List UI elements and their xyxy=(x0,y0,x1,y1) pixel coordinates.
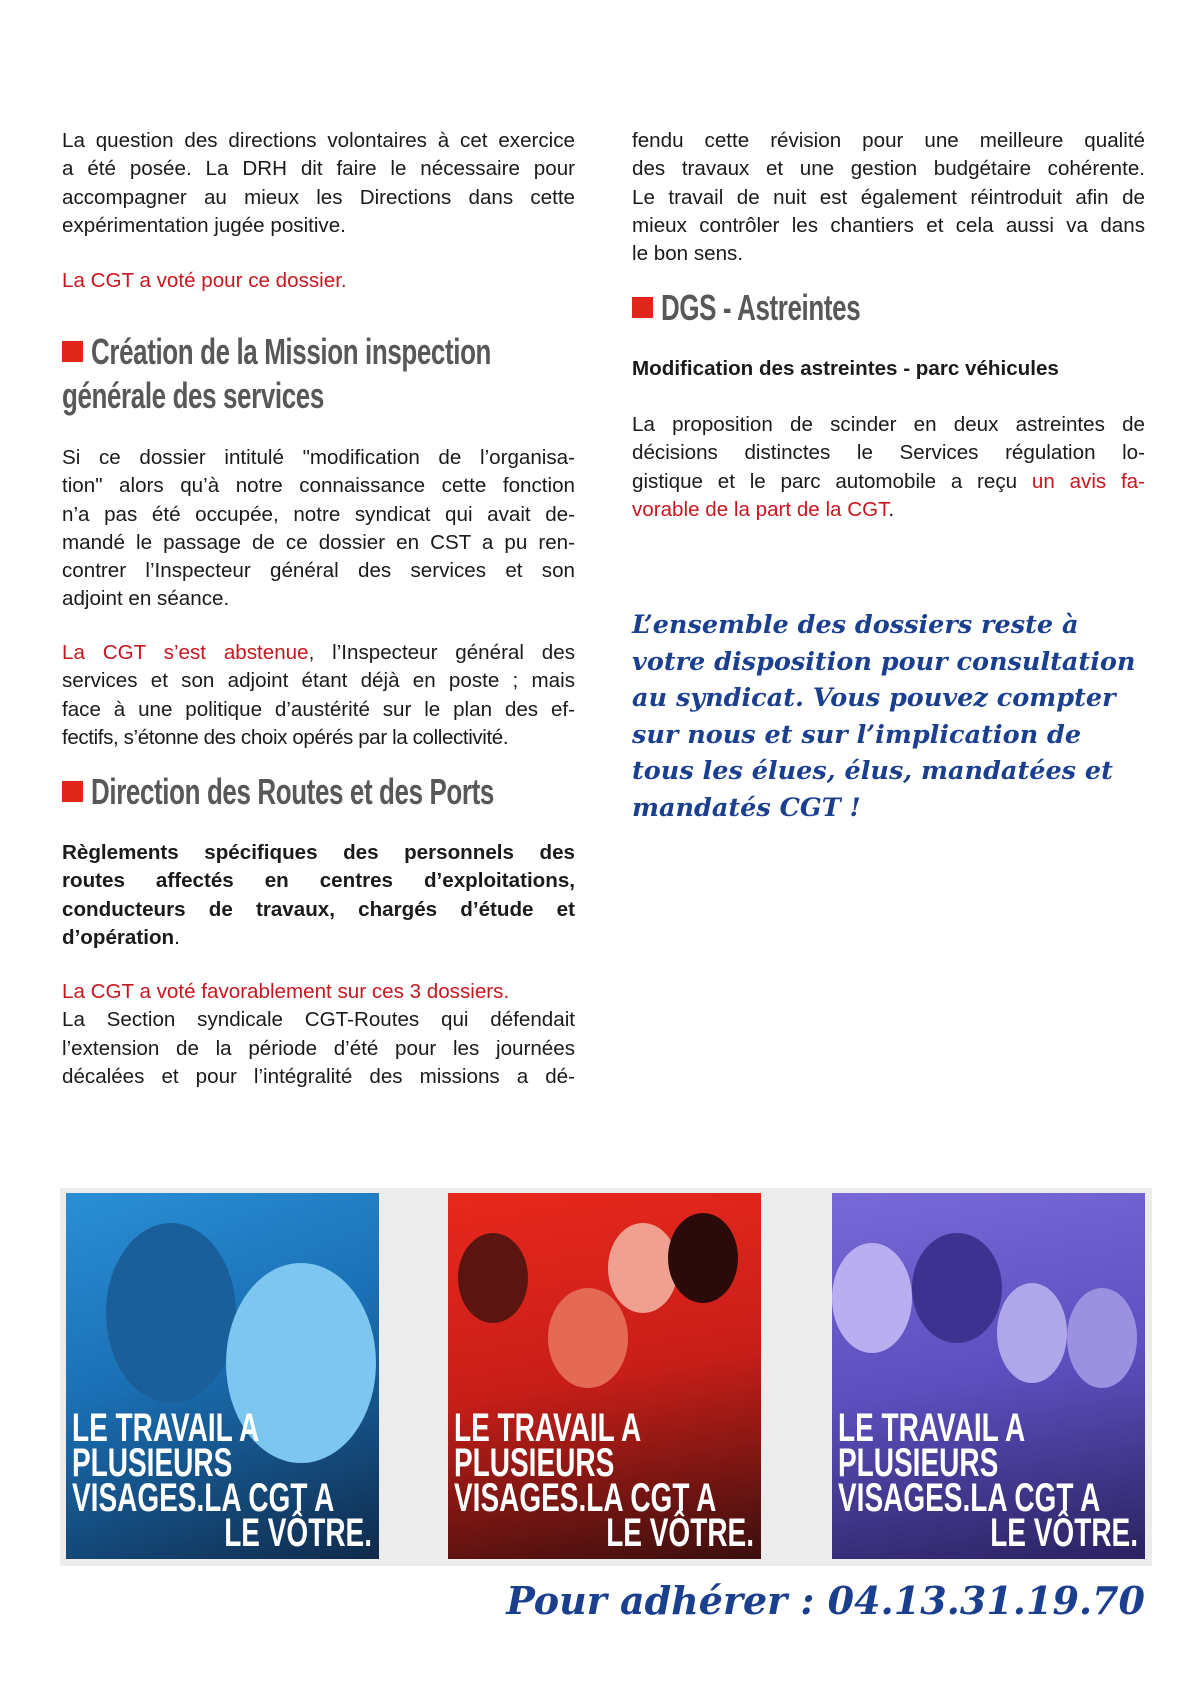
abstention-paragraph: La CGT s’est abstenue, l’Inspecteur général des services et son adjoint étant déjà en poste ; mais face à une politique d’austérité sur le plan des ef- fectifs, s’étonne des choix opérés par la collectivité. xyxy=(62,639,575,752)
text-line: le bon sens. xyxy=(632,242,744,266)
text-line: l’extension de la période d’été pour les journées xyxy=(62,1036,575,1060)
poster-slogan: LE TRAVAIL A PLUSIEURS VISAGES.LA CGT A LE VÔTRE. xyxy=(838,1406,1138,1555)
text-line: décisions distinctes le Services régulation lo- xyxy=(632,441,1145,465)
text-line: L’ensemble des dossiers reste à xyxy=(632,610,1079,640)
section-heading-mission-inspection: Création de la Mission inspection générale des services xyxy=(62,331,492,416)
text-line: expérimentation jugée positive. xyxy=(62,213,346,237)
membership-phone: Pour adhérer : 04.13.31.19.70 xyxy=(506,1578,1145,1623)
text-line: face à une politique d’austérité sur le plan des ef- xyxy=(62,697,575,721)
text-line: conducteurs de travaux, chargés d’étude et xyxy=(62,897,575,921)
text-line: fectifs, s’étonne des choix opérés par la collectivité. xyxy=(62,725,509,749)
vote-statement: La CGT a voté pour ce dossier. xyxy=(62,269,347,292)
text-line: accompagner au mieux les Directions dans cette xyxy=(62,185,575,209)
intro-paragraph xyxy=(62,127,575,240)
red-square-bullet-icon xyxy=(62,341,83,362)
poster-slogan: LE TRAVAIL A PLUSIEURS VISAGES.LA CGT A LE VÔTRE. xyxy=(72,1406,372,1555)
text-line: votre disposition pour consultation xyxy=(632,646,1136,677)
astreintes-subheading: Modification des astreintes - parc véhicules xyxy=(632,357,1059,380)
routes-paragraph xyxy=(62,978,575,1091)
text-line: décalées et pour l’intégralité des missions a dé- xyxy=(62,1064,575,1088)
poster-purple xyxy=(832,1193,1145,1559)
poster-blue xyxy=(66,1193,379,1559)
red-square-bullet-icon xyxy=(62,781,83,802)
routes-paragraph-continued xyxy=(632,127,1145,268)
text-line: La question des directions volontaires à cet exercice xyxy=(62,129,575,152)
text-line: tion" alors qu’à notre connaissance cette fonction xyxy=(62,474,575,498)
text-line: mieux contrôler les chantiers et cela aussi va dans xyxy=(632,213,1145,237)
text-line: sur nous et sur l’implication de xyxy=(632,719,1082,750)
text-line: Si ce dossier intitulé "modification de l’organisa- xyxy=(62,446,575,469)
routes-subheading: Règlements spécifiques des personnels des routes affectés en centres d’exploitations, conducteurs de travaux, chargés d’étude et d’opération. xyxy=(62,841,575,949)
astreintes-paragraph: La proposition de scinder en deux astreintes de décisions distinctes le Services régulation lo- gistique et le parc automobile a reçu un avis fa- vorable de la part de la CGT. xyxy=(632,413,1145,521)
text-line: au syndicat. Vous pouvez compter xyxy=(632,683,1116,713)
text-line: Règlements spécifiques des personnels des xyxy=(62,841,575,864)
text-line: adjoint en séance. xyxy=(62,587,230,611)
text-line: mandatés CGT ! xyxy=(632,792,861,823)
text-line: n’a pas été occupée, notre syndicat qui avait de- xyxy=(62,502,575,526)
text-line: mandé le passage de ce dossier en CST a pu ren- xyxy=(62,530,575,554)
text-line: fendu cette révision pour une meilleure qualité xyxy=(632,129,1145,152)
section-heading-routes-ports: Direction des Routes et des Ports xyxy=(62,770,651,814)
text-line: La proposition de scinder en deux astreintes de xyxy=(632,413,1145,436)
vote-statement: La CGT a voté favorablement sur ces 3 dossiers. xyxy=(62,980,510,1003)
vote-statement: La CGT s’est abstenue xyxy=(62,641,309,664)
poster-slogan: LE TRAVAIL A PLUSIEURS VISAGES.LA CGT A LE VÔTRE. xyxy=(454,1406,754,1555)
text-line: contrer l’Inspecteur général des services et son xyxy=(62,559,575,583)
text-line: routes affectés en centres d’exploitations, xyxy=(62,869,575,893)
text-line: a été posée. La DRH dit faire le nécessaire pour xyxy=(62,157,575,181)
text-line: La Section syndicale CGT-Routes qui défendait xyxy=(62,1008,575,1032)
red-square-bullet-icon xyxy=(632,297,653,318)
section-heading-dgs-astreintes: DGS - Astreintes xyxy=(632,286,938,330)
text-line: des travaux et une gestion budgétaire cohérente. xyxy=(632,157,1145,181)
mission-paragraph xyxy=(62,444,575,614)
text-line: services et son adjoint étant déjà en poste ; mais xyxy=(62,669,575,693)
poster-red xyxy=(448,1193,761,1559)
closing-statement xyxy=(632,607,1152,826)
text-line: tous les élues, élus, mandatées et xyxy=(632,756,1113,786)
text-line: Le travail de nuit est également réintroduit afin de xyxy=(632,185,1145,209)
